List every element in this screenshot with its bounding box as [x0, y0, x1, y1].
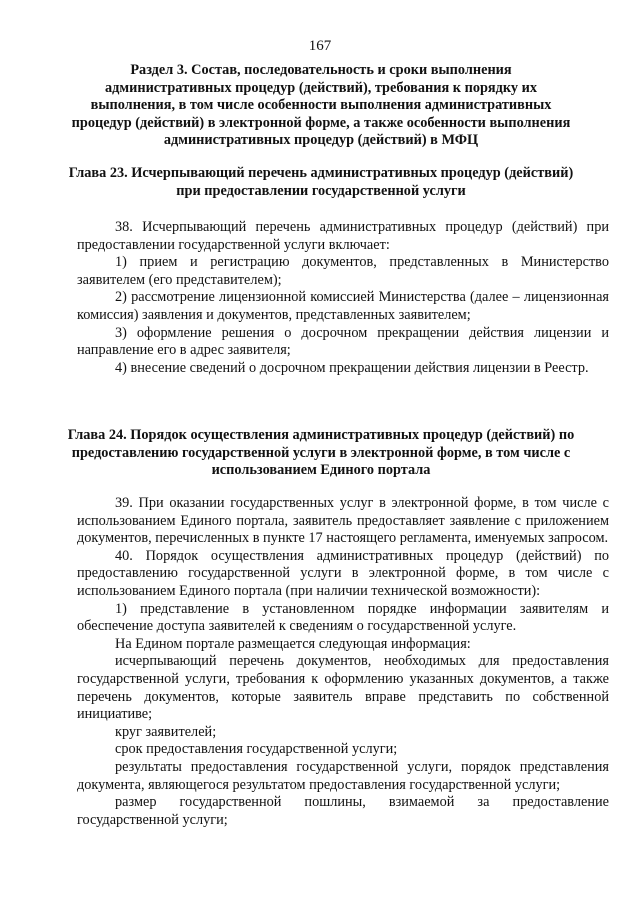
- list-item-term: срок предоставления государственной услуги;: [115, 741, 398, 758]
- chapter-24-body: [77, 495, 609, 829]
- list-item-1: 1) прием и регистрацию документов, представленных в Министерство заявителем (его представителем);: [77, 254, 609, 288]
- list-item-4: 4) внесение сведений о досрочном прекращении действия лицензии в Реестр.: [115, 359, 589, 376]
- page-number: 167: [308, 38, 332, 54]
- list-item-1: 1) представление в установленном порядке информации заявителям и обеспечение доступа заявителей к сведениям о государственной услуге.: [77, 600, 609, 635]
- list-item-3: 3) оформление решения о досрочном прекращении действия лицензии и направление его в адрес заявителя;: [77, 324, 609, 359]
- list-item-fee: размер государственной пошлины, взимаемой за предоставление государственной услуги;: [77, 794, 609, 828]
- chapter-23-body: [77, 219, 609, 377]
- paragraph-portal-info: На Едином портале размещается следующая информация:: [115, 635, 471, 652]
- list-item-2: 2) рассмотрение лицензионной комиссией Министерства (далее – лицензионная комиссия) заявления и документов, представленных заявителем;: [77, 289, 609, 323]
- chapter-24-title: Глава 24. Порядок осуществления административных процедур (действий) по предоставлению государственной услуги в электронной форме, в том числе с использованием Единого портала: [67, 427, 575, 479]
- list-item-results: результаты предоставления государственной услуги, порядок представления документа, являющегося результатом предоставления государственной услуги;: [77, 758, 609, 793]
- paragraph-38: 38. Исчерпывающий перечень административных процедур (действий) при предоставлении государственной услуги включает:: [77, 219, 609, 253]
- paragraph-40: 40. Порядок осуществления административных процедур (действий) по предоставлению государственной услуги в электронной форме, в том числе с использованием Единого портала (при наличии технической возможности):: [77, 547, 609, 599]
- section-title: Раздел 3. Состав, последовательность и сроки выполнения административных процедур (действий), требования к порядку их выполнения, в том числе особенности выполнения административных процедур (действий) в электронной форме, а также особенности выполнения административных процедур (действий) в МФЦ: [71, 62, 571, 149]
- list-item-documents: исчерпывающий перечень документов, необходимых для предоставления государственной услуги, требования к оформлению указанных документов, а также перечень документов, которые заявитель вправе представить по собственной инициативе;: [77, 653, 609, 723]
- list-item-applicants: круг заявителей;: [115, 723, 217, 740]
- paragraph-39: 39. При оказании государственных услуг в электронной форме, в том числе с использованием Единого портала, заявитель предоставляет заявление с приложением документов, перечисленных в пункте 17 настоящего регламента, именуемых запросом.: [77, 495, 609, 547]
- chapter-23-title: Глава 23. Исчерпывающий перечень административных процедур (действий) при предоставлении государственной услуги: [68, 165, 574, 199]
